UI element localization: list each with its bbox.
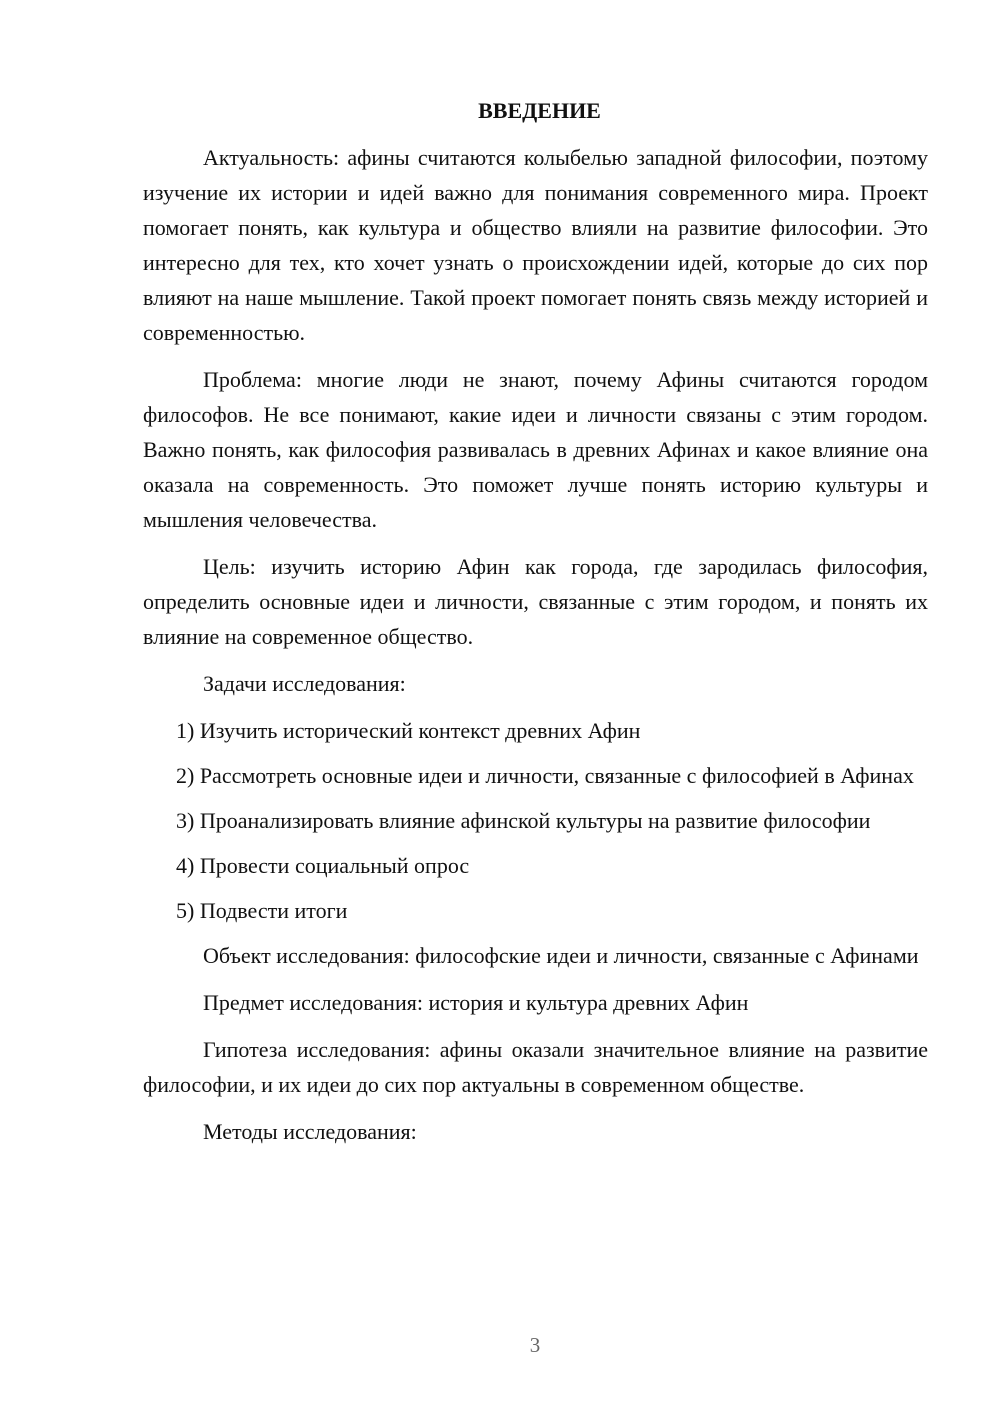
- subject-paragraph: Предмет исследования: история и культура древних Афин: [203, 990, 749, 1015]
- task-item-1: 1) Изучить исторический контекст древних Афин: [176, 718, 641, 743]
- task-item-4: 4) Провести социальный опрос: [176, 853, 470, 878]
- tasks-heading: Задачи исследования:: [203, 671, 406, 696]
- hypothesis-paragraph: Гипотеза исследования: афины оказали значительное влияние на развитие философии, и их идеи до сих пор актуальны в современном обществе.: [143, 1037, 928, 1097]
- page-number: 3: [529, 1333, 541, 1357]
- page-title: ВВЕДЕНИЕ: [478, 98, 601, 123]
- task-item-2: 2) Рассмотреть основные идеи и личности, связанные с философией в Афинах: [176, 763, 914, 788]
- object-paragraph: Объект исследования: философские идеи и личности, связанные с Афинами: [203, 943, 919, 968]
- task-item-3: 3) Проанализировать влияние афинской культуры на развитие философии: [176, 808, 871, 833]
- problem-paragraph: Проблема: многие люди не знают, почему Афины считаются городом философов. Не все понимают, какие идеи и личности связаны с этим городом. Важно понять, как философия развивалась в древних Афинах и какое влияние она оказала на современность. Это поможет лучше понять историю культуры и мышления человечества.: [143, 367, 928, 532]
- goal-paragraph: Цель: изучить историю Афин как города, где зародилась философия, определить основные идеи и личности, связанные с этим городом, и понять их влияние на современное общество.: [143, 554, 928, 649]
- methods-heading: Методы исследования:: [203, 1119, 417, 1144]
- page-content: [143, 94, 928, 1161]
- task-item-5: 5) Подвести итоги: [176, 898, 348, 923]
- relevance-paragraph: Актуальность: афины считаются колыбелью западной философии, поэтому изучение их истории и идей важно для понимания современного мира. Проект помогает понять, как культура и общество влияли на развитие философии. Это интересно для тех, кто хочет узнать о происхождении идей, которые до сих пор влияют на наше мышление. Такой проект помогает понять связь между историей и современностью.: [143, 145, 928, 345]
